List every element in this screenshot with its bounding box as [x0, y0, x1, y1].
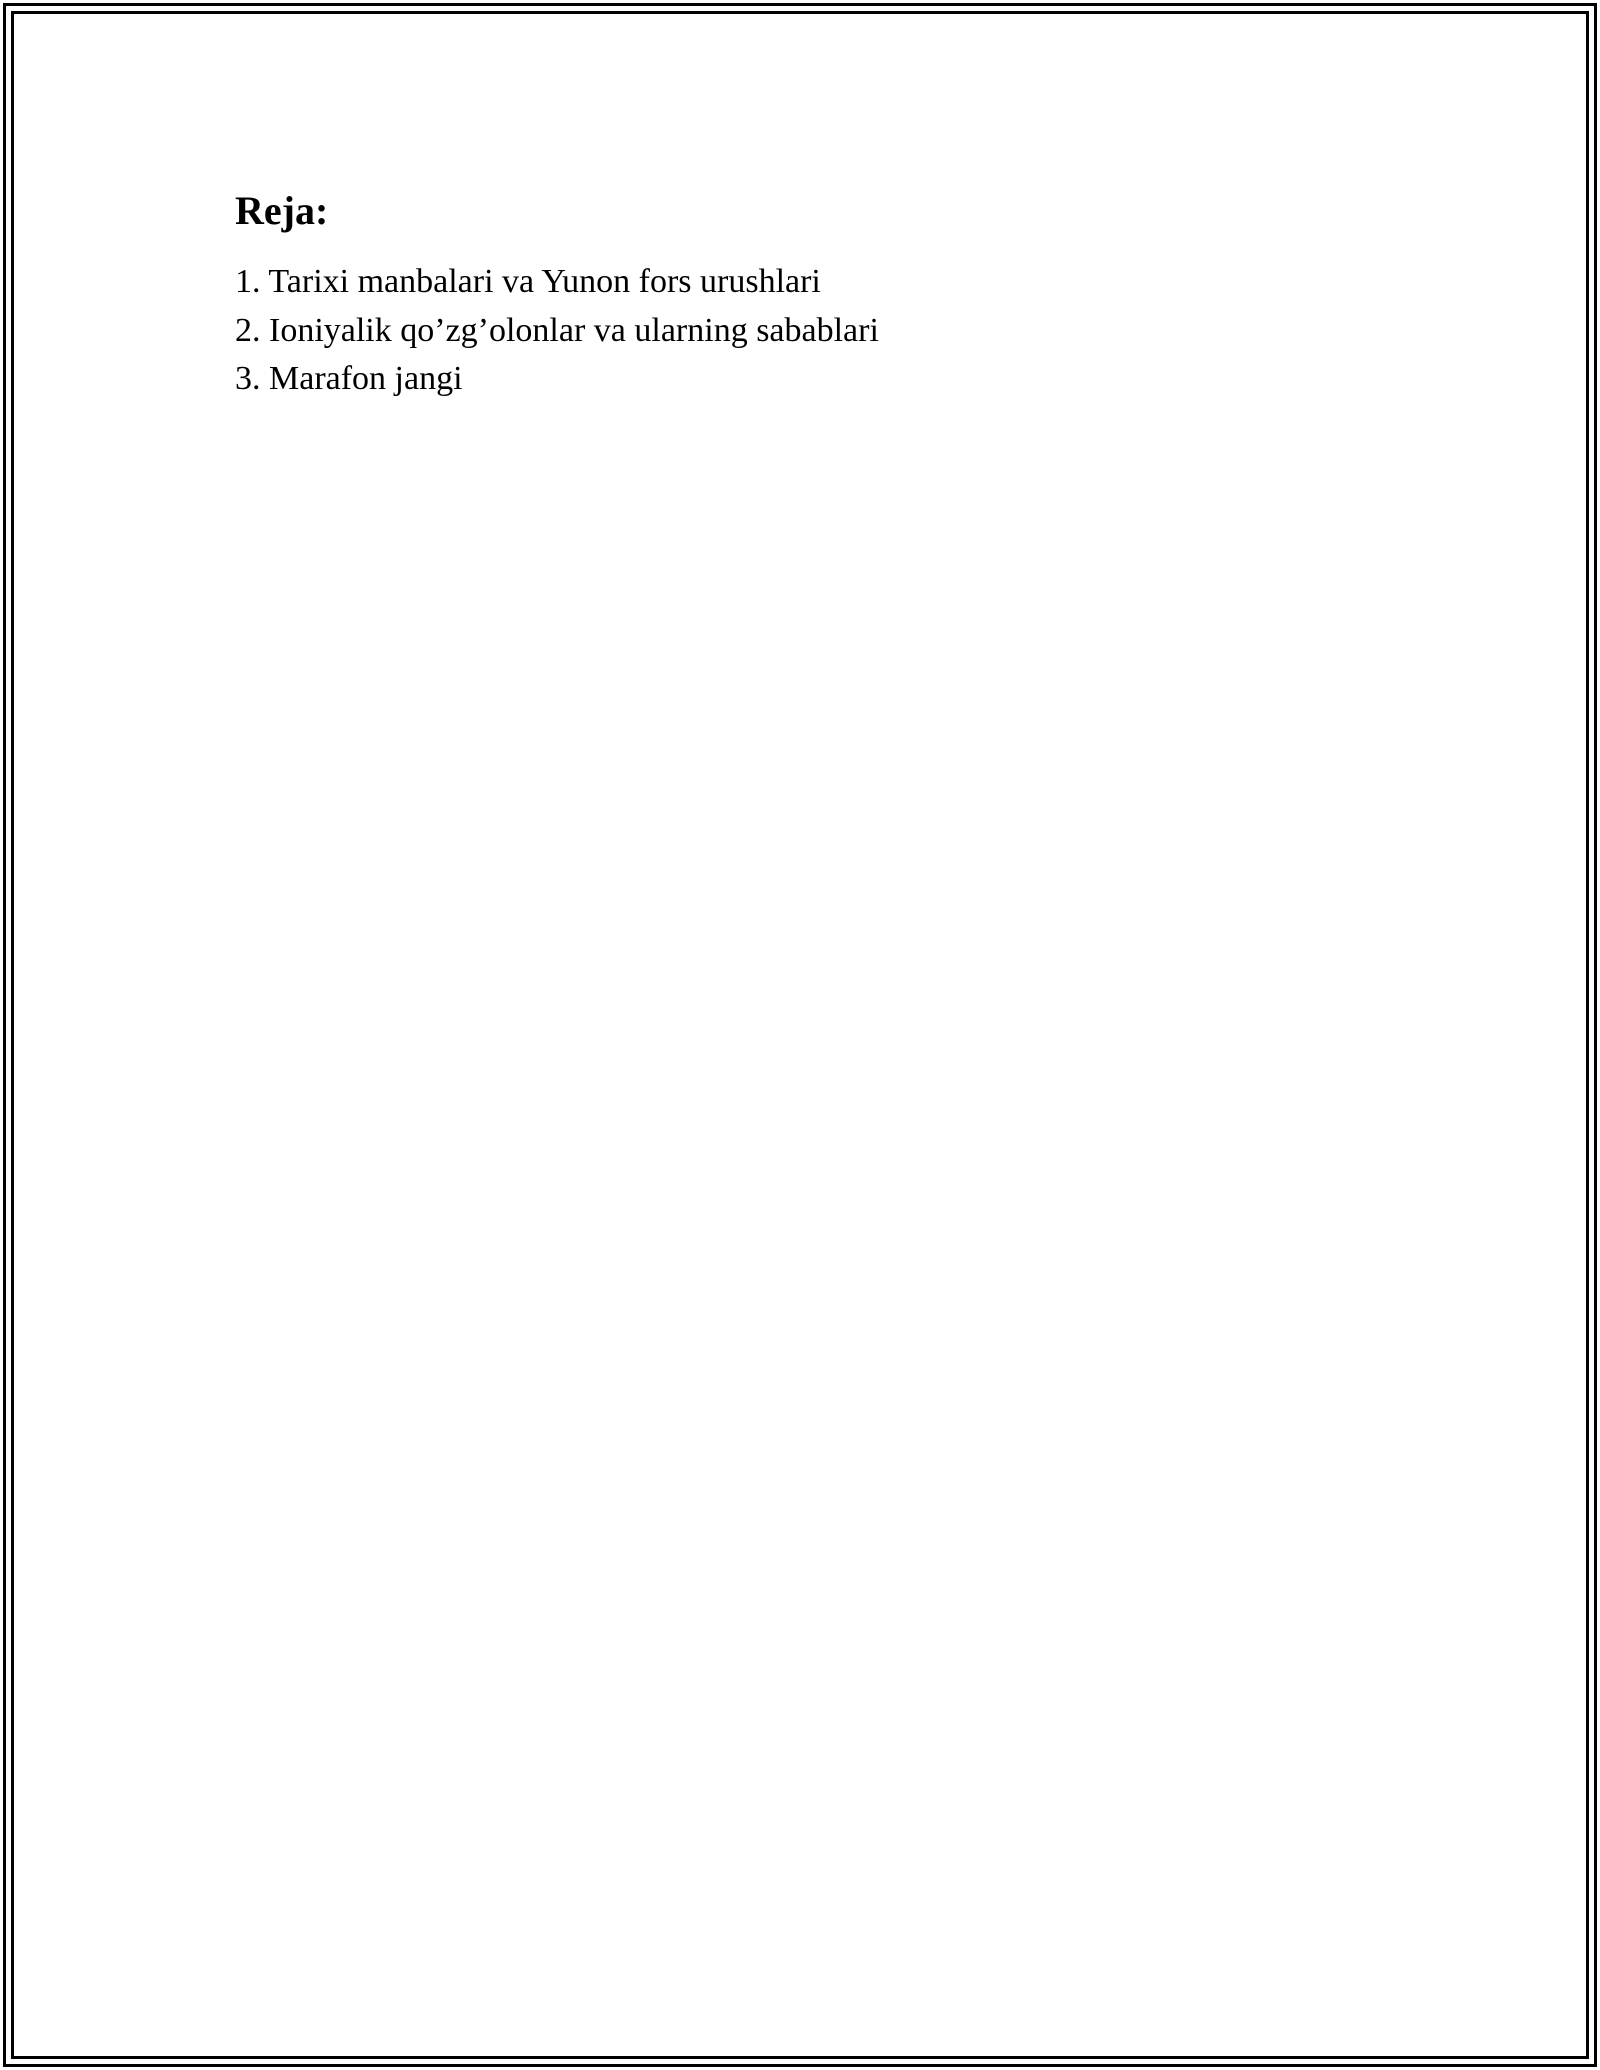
page-content [235, 186, 1435, 404]
page-heading: Reja: [235, 188, 329, 233]
plan-item-3: 3. Marafon jangi [235, 360, 463, 397]
plan-list [235, 258, 1435, 404]
plan-item-2: 2. Ioniyalik qo’zg’olonlar va ularning sabablari [235, 311, 879, 349]
plan-item-1: 1. Tarixi manbalari va Yunon fors urushlari [235, 263, 821, 300]
